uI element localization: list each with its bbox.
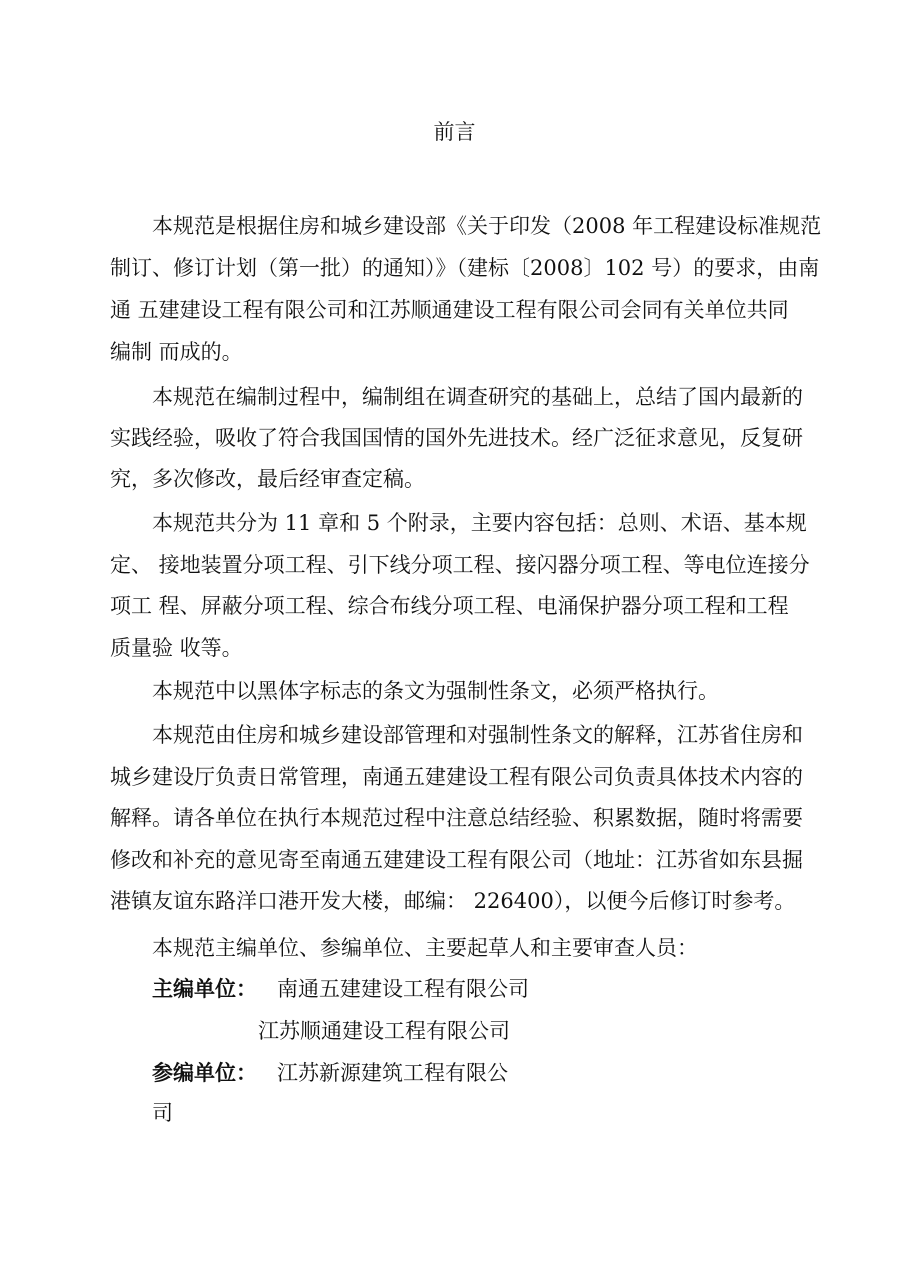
paragraph-line: 本规范共分为 11 章和 5 个附录，主要内容包括：总则、术语、基本规 [152, 511, 807, 535]
paragraph-line: 本规范在编制过程中，编制组在调查研究的基础上，总结了国内最新的 [152, 385, 803, 409]
participant-unit-label: 参编单位： [152, 1061, 257, 1085]
paragraph-line: 究，多次修改，最后经审查定稿。 [110, 467, 425, 491]
participant-unit-tail: 司 [152, 1101, 173, 1125]
paragraph-line: 质量验 收等。 [110, 636, 243, 660]
paragraph-line: 定、 接地装置分项工程、引下线分项工程、接闪器分项工程、等电位连接分 [110, 553, 810, 577]
paragraph-line: 通 五建建设工程有限公司和江苏顺通建设工程有限公司会同有关单位共同 [110, 298, 789, 322]
chief-unit-name-2: 江苏顺通建设工程有限公司 [258, 1019, 510, 1043]
participant-unit-row [152, 1059, 872, 1087]
page-title: 前言 [433, 120, 476, 144]
paragraph-line: 本规范中以黑体字标志的条文为强制性条文，必须严格执行。 [152, 679, 719, 703]
paragraph-line: 修改和补充的意见寄至南通五建建设工程有限公司（地址：江苏省如东县掘 [110, 848, 803, 872]
chief-unit-label: 主编单位： [152, 977, 257, 1001]
participant-unit-name: 江苏新源建筑工程有限公 [277, 1061, 508, 1085]
paragraph-line: 编制 而成的。 [110, 340, 243, 364]
paragraph-line: 城乡建设厅负责日常管理，南通五建建设工程有限公司负责具体技术内容的 [110, 765, 803, 789]
paragraph-line: 本规范是根据住房和城乡建设部《关于印发（2008 年工程建设标准规范 [152, 214, 822, 238]
paragraph-line: 制订、修订计划（第一批）的通知）》（建标〔2008〕102 号）的要求，由南 [110, 256, 820, 280]
paragraph-line: 本规范主编单位、参编单位、主要起草人和主要审查人员： [152, 936, 698, 960]
paragraph-line: 解释。请各单位在执行本规范过程中注意总结经验、积累数据，随时将需要 [110, 806, 803, 830]
paragraph-line: 本规范由住房和城乡建设部管理和对强制性条文的解释，江苏省住房和 [152, 723, 803, 747]
paragraph-line: 实践经验，吸收了符合我国国情的国外先进技术。经广泛征求意见，反复研 [110, 426, 803, 450]
paragraph-line: 港镇友谊东路洋口港开发大楼，邮编： 226400），以便今后修订时参考。 [110, 889, 796, 913]
paragraph-line: 项工 程、屏蔽分项工程、综合布线分项工程、电涌保护器分项工程和工程 [110, 594, 789, 618]
chief-unit-name: 南通五建建设工程有限公司 [277, 977, 529, 1001]
chief-unit-row [152, 975, 872, 1003]
